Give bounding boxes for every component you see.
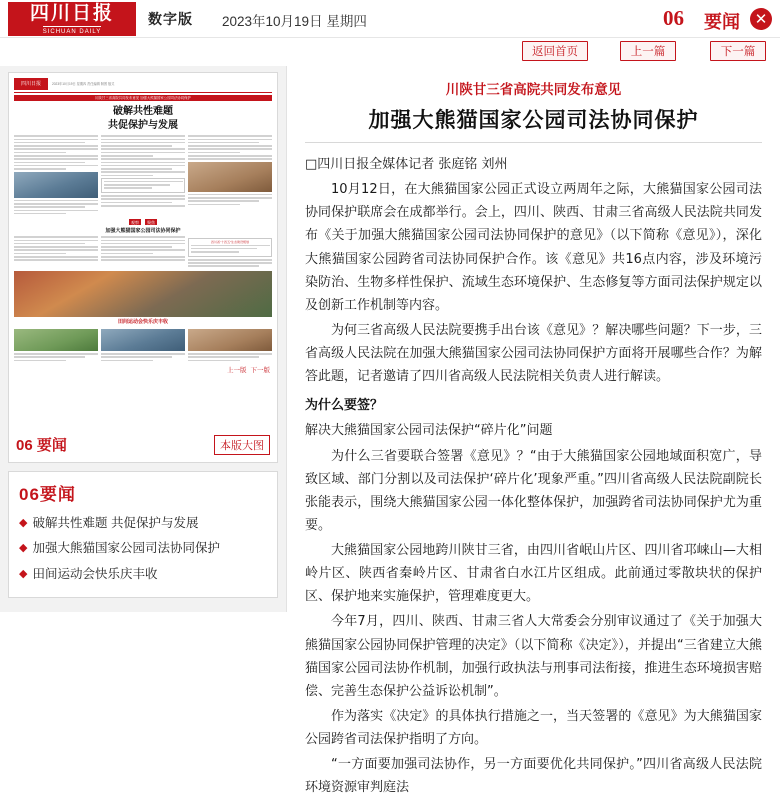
prev-article-button[interactable]: 上一篇 <box>620 41 676 61</box>
article-paragraph: 10月12日，在大熊猫国家公园正式设立两周年之际，大熊猫国家公园司法协同保护联席会在成都举行。会上，四川、陕西、甘肃三省高级人民法院共同发布《关于加强大熊猫国家公园司法协同保护的意见》（以下简称《意见》），深化大熊猫国家公园跨省司法协同保护合作。该《意见》共16点内容，涉及环境污染防治、生物多样性保护、流域生态环境保护、生态修复等方面司法保护规定以及创新工作机制等内容。 <box>305 182 762 313</box>
next-article-button[interactable]: 下一篇 <box>710 41 766 61</box>
article-pane <box>286 66 780 796</box>
list-item[interactable] <box>19 562 267 587</box>
thumb-photo <box>188 162 272 192</box>
bullet-icon: ◆ <box>19 517 28 529</box>
title-divider <box>305 142 762 143</box>
thumb-photo <box>14 329 98 351</box>
masthead-logo[interactable] <box>8 2 136 36</box>
thumb-text-lines <box>188 135 272 160</box>
index-item-label: 加强大熊猫国家公园司法协同保护 <box>32 541 220 556</box>
thumb-inset-box <box>188 238 272 257</box>
thumb-prev-page[interactable]: 上一版 <box>227 366 247 374</box>
thumb-subtitle-2: 田间运动会快乐庆丰收 <box>117 318 168 325</box>
close-icon[interactable]: ✕ <box>750 8 772 30</box>
article-byline: □四川日报全媒体记者 张庭铭 刘州 <box>305 157 508 172</box>
thumb-badge: 观察 <box>131 219 139 225</box>
thumb-column <box>14 327 98 363</box>
thumb-column <box>101 135 185 216</box>
thumb-photo-large <box>14 271 272 317</box>
page-thumbnail-card[interactable] <box>8 72 278 463</box>
thumb-text-lines <box>14 200 98 215</box>
article-paragraph: 大熊猫国家公园地跨川陕甘三省，由四川省岷山片区、四川省邛崃山—大相岭片区、陕西省秦岭片区、甘肃省白水江片区组成。此前通过零散块状的保护区、保护地来实施保护，管理难度更大。 <box>305 543 762 605</box>
thumb-red-strip: 川陕甘三省高院共同发布意见 加强大熊猫国家公园司法协同保护 <box>14 95 272 101</box>
thumb-text-lines <box>101 135 185 176</box>
thumbnail-section: 要闻 <box>36 437 67 454</box>
thumb-column <box>14 236 98 268</box>
publication-date: 2023年10月19日 星期四 <box>222 14 367 29</box>
home-button[interactable]: 返回首页 <box>522 41 588 61</box>
thumb-text-lines <box>14 353 98 361</box>
thumb-text-lines <box>188 194 272 205</box>
thumb-next-page[interactable]: 下一版 <box>250 366 270 374</box>
index-title: 06要闻 <box>19 485 76 504</box>
thumb-badges <box>14 219 272 225</box>
thumb-text-lines <box>188 259 272 267</box>
thumb-text-lines <box>101 353 185 361</box>
article-paragraph: “一方面要加强司法协作，另一方面要优化共同保护。”四川省高级人民法院环境资源审判庭法 <box>305 757 762 796</box>
masthead-title-cn: 四川日报 <box>29 1 114 24</box>
page-section-label: 要闻 <box>704 12 740 32</box>
thumb-box-note: 四川省“十四五”生态建设规划 <box>211 239 249 244</box>
thumb-text-lines <box>104 181 183 189</box>
bullet-icon: ◆ <box>19 567 28 580</box>
app-header <box>0 0 780 38</box>
index-item-label: 破解共性难题 共促保护与发展 <box>32 516 199 530</box>
thumbnail-page-number: 06 <box>16 437 33 454</box>
article-subheading-line: 解决大熊猫国家公园司法保护“碎片化”问题 <box>305 423 553 439</box>
article-title: 加强大熊猫国家公园司法协同保护 <box>368 107 699 132</box>
thumbnail-meta <box>14 430 272 457</box>
thumb-photo <box>14 172 98 198</box>
thumb-text-lines <box>188 353 272 361</box>
masthead-title-en: SICHUAN DAILY <box>43 26 102 35</box>
article-index-card <box>8 471 278 598</box>
article-shoulder-title: 川陕甘三省高院共同发布意见 <box>445 82 622 97</box>
thumb-text-lines <box>101 236 185 261</box>
article-paragraph: 作为落实《决定》的具体执行措施之一，当天签署的《意见》为大熊猫国家公园跨省司法保护指明了方向。 <box>305 708 762 747</box>
thumb-columns-top <box>14 135 272 216</box>
thumb-logo: 四川日报 <box>14 78 48 90</box>
thumb-text-lines <box>191 245 270 253</box>
thumb-text-lines <box>14 135 98 169</box>
thumb-column <box>188 236 272 268</box>
content-area <box>0 66 780 796</box>
thumb-page-nav <box>14 367 272 375</box>
article-paragraph: 为何三省高级人民法院要携手出台该《意见》？解决哪些问题？下一步，三省高级人民法院在加强大熊猫国家公园司法协同保护方面将开展哪些合作？为解答此题，记者邀请了四川省高级人民法院相关负责人进行解读。 <box>305 322 762 385</box>
thumb-subtitle-1: 加强大熊猫国家公园司法协同保护 <box>105 228 181 235</box>
thumb-columns-mid <box>14 236 272 268</box>
thumb-inset-box <box>101 178 185 193</box>
page-number: 06 <box>663 6 684 30</box>
thumb-column <box>188 135 272 216</box>
bullet-icon: ◆ <box>19 542 28 555</box>
navigation-bar <box>0 38 780 66</box>
thumb-column <box>101 327 185 363</box>
thumb-header <box>14 78 272 93</box>
article-paragraph: 为什么三省要联合签署《意见》？“由于大熊猫国家公园地域面积宽广，导致区域、部门分割以及司法保护‘碎片化’现象严重。”四川省高级人民法院副院长张能表示，围绕大熊猫国家公园一体化整体保护，加强跨省司法协同保护尤为重要。 <box>305 448 762 533</box>
list-item[interactable] <box>19 511 267 536</box>
thumb-column <box>14 135 98 216</box>
article-paragraph: 今年7月，四川、陕西、甘肃三省人大常委会分别审议通过了《关于加强大熊猫国家公园协同保护管理的决定》（以下简称《决定》），并提出“三省建立大熊猫国家公园司法协作机制，加强行政执法与刑事司法衔接，推进生态环境损害赔偿、完善生态保护公益诉讼机制”。 <box>305 614 762 699</box>
thumb-column <box>101 236 185 268</box>
list-item[interactable] <box>19 536 267 561</box>
thumb-header-text: 2023年10月19日 星期四 责任编辑 制图 版式 <box>52 82 115 86</box>
thumbnail-page-label <box>16 434 67 455</box>
index-item-label: 田间运动会快乐庆丰收 <box>32 566 158 581</box>
thumb-text-lines <box>101 195 185 206</box>
thumb-columns-bottom <box>14 327 272 363</box>
thumb-text-lines <box>14 236 98 261</box>
thumb-column <box>188 327 272 363</box>
thumb-badge: 聚焦 <box>147 219 155 225</box>
sidebar <box>0 66 286 612</box>
thumb-photo <box>188 329 272 351</box>
page-thumbnail-preview <box>14 78 272 430</box>
view-full-page-button[interactable]: 本版大图 <box>214 435 270 455</box>
thumb-photo <box>101 329 185 351</box>
article-subheading: 为什么要签？ <box>305 398 384 414</box>
thumb-main-title: 破解共性难题 共促保护与发展 <box>108 106 178 131</box>
digital-edition-label: 数字版 <box>148 11 193 27</box>
